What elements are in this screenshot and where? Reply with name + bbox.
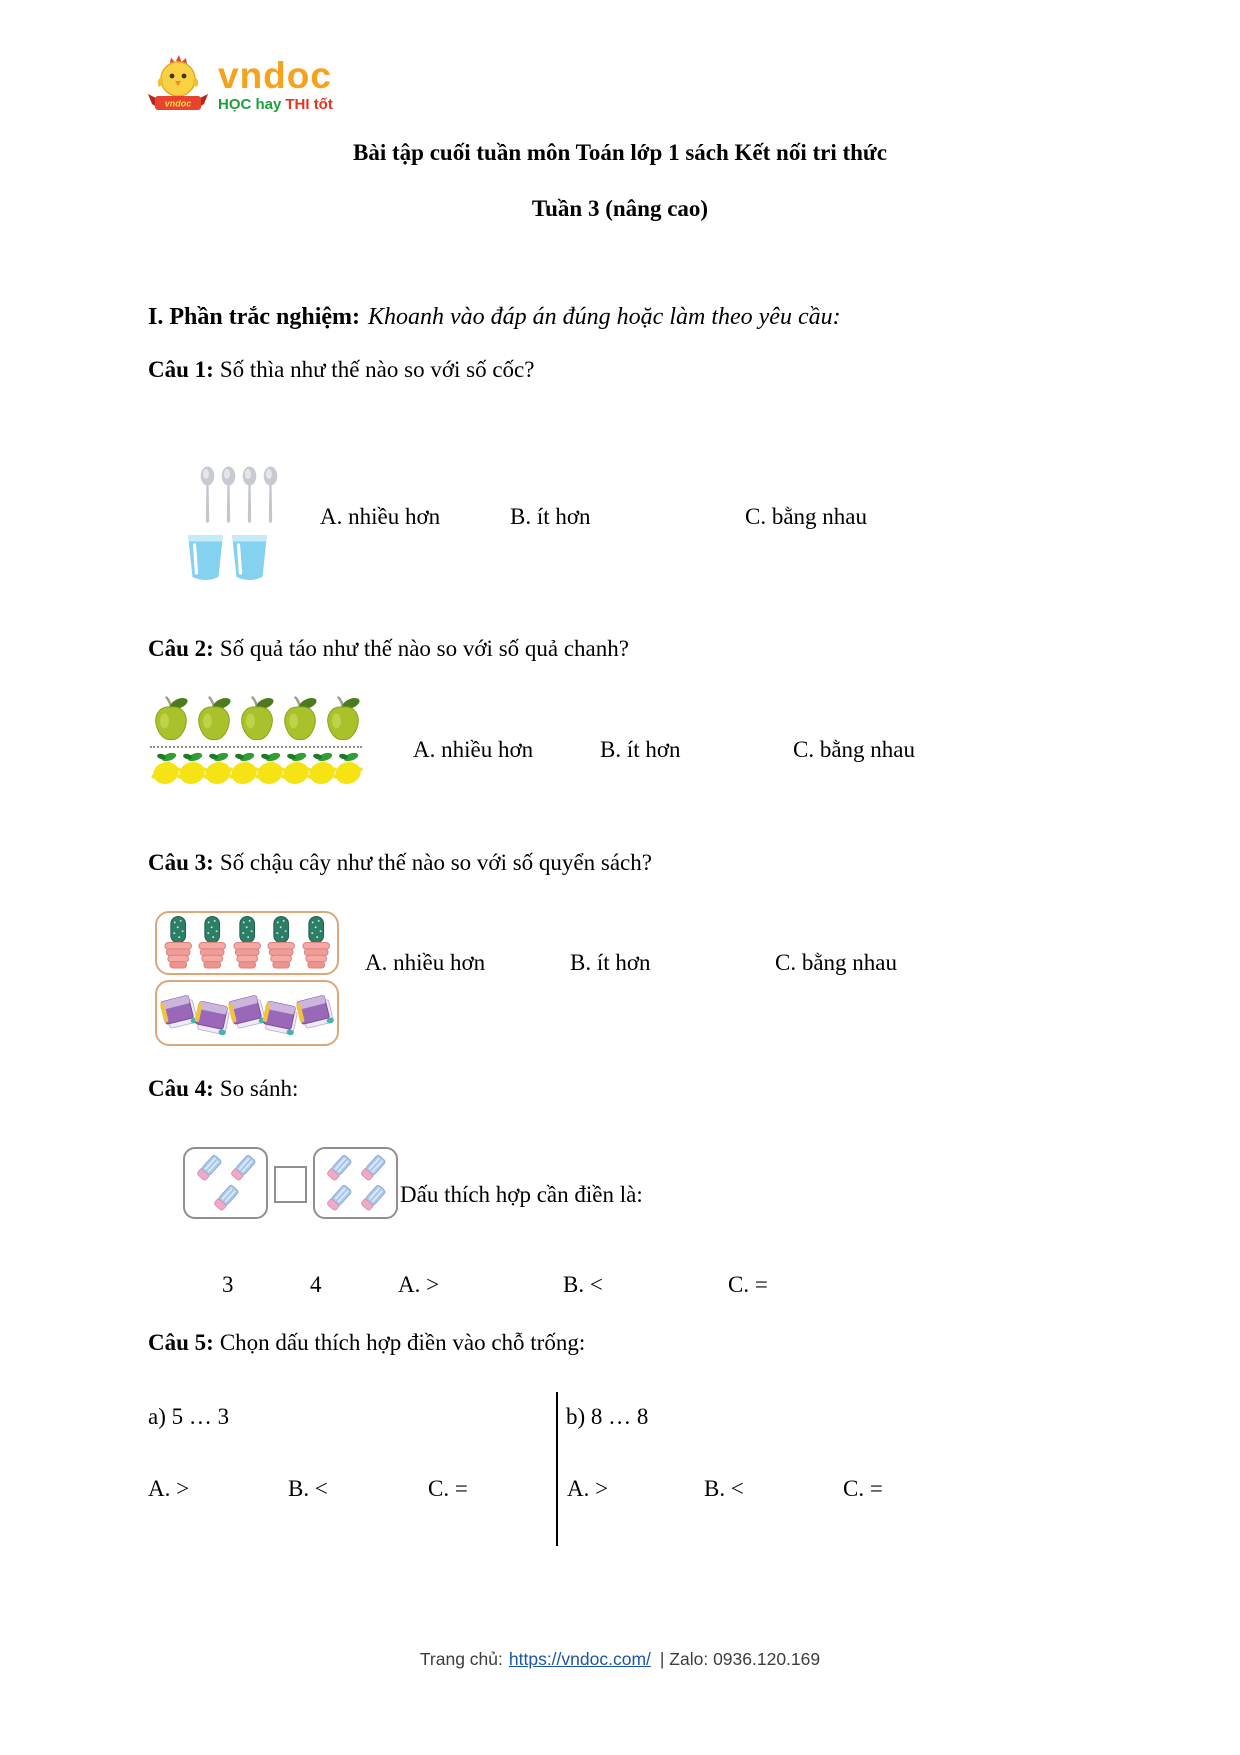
section-instruction: Khoanh vào đáp án đúng hoặc làm theo yêu cầu: [368, 304, 841, 330]
question-2 [148, 636, 629, 662]
logo-brand-text: vndoc [218, 55, 332, 96]
vndoc-mascot-icon [146, 54, 210, 118]
question-4-label: Câu 4: [148, 1076, 214, 1101]
cactus-pot-icon [299, 914, 333, 970]
cactus-pot-icon [161, 914, 195, 970]
q1-option-b: B. ít hơn [510, 504, 591, 529]
page-subtitle: Tuần 3 (nâng cao) [531, 196, 709, 221]
footer-homepage-label: Trang chủ: [419, 1649, 503, 1669]
q5a-option-a: A. > [148, 1476, 190, 1501]
apple-icon [279, 694, 321, 742]
eraser-icon [359, 1153, 387, 1183]
mascot-banner-text: vndoc [164, 98, 192, 109]
lemons-figure [150, 750, 368, 788]
q4-prompt: Dấu thích hợp cần điền là: [400, 1182, 643, 1207]
apple-icon [150, 694, 192, 742]
spoon-icon [200, 466, 215, 526]
cactus-pot-icon [195, 914, 229, 970]
q5a-expression: a) 5 … 3 [148, 1404, 230, 1429]
q5b-option-a: A. > [567, 1476, 609, 1501]
apples-figure [150, 694, 368, 742]
q5b-option-b: B. < [704, 1476, 744, 1501]
eraser-icon [325, 1153, 353, 1183]
eraser-icon [359, 1183, 387, 1213]
eraser-icon [212, 1183, 240, 1213]
question-3-text: Số chậu cây như thế nào so với số quyển sách? [219, 850, 652, 875]
question-4 [148, 1076, 298, 1102]
q5a-option-b: B. < [288, 1476, 328, 1501]
apple-icon [236, 694, 278, 742]
eraser-icon [325, 1183, 353, 1213]
apple-icon [193, 694, 235, 742]
question-4-text: So sánh: [219, 1076, 299, 1101]
q4-option-a: A. > [398, 1272, 440, 1297]
footer [0, 1649, 1240, 1670]
footer-zalo: | Zalo: 0936.120.169 [659, 1649, 821, 1669]
page-title: Bài tập cuối tuần môn Toán lớp 1 sách Kết nối tri thức [353, 140, 887, 165]
plants-box [155, 911, 339, 975]
spoon-icon [263, 466, 278, 526]
footer-homepage-link[interactable]: https://vndoc.com/ [508, 1649, 651, 1669]
question-3-label: Câu 3: [148, 850, 214, 875]
vndoc-logo [146, 54, 333, 118]
apple-icon [322, 694, 364, 742]
question-1-label: Câu 1: [148, 357, 214, 382]
question-4-figure [183, 1147, 413, 1223]
question-5 [148, 1330, 585, 1356]
spoon-icon [221, 466, 236, 526]
logo-tagline [218, 96, 333, 113]
cup-icon [230, 533, 269, 583]
question-1-figure [186, 466, 278, 583]
q2-option-b: B. ít hơn [600, 737, 681, 762]
dotted-divider [150, 746, 362, 748]
cactus-pot-icon [264, 914, 298, 970]
q3-option-c: C. bằng nhau [775, 950, 898, 975]
lemon-icon [332, 750, 364, 788]
logo-tagline-red: THI tốt [285, 96, 333, 114]
q5b-option-c: C. = [843, 1476, 883, 1501]
q3-option-a: A. nhiều hơn [365, 950, 486, 975]
question-2-label: Câu 2: [148, 636, 214, 661]
q2-option-c: C. bằng nhau [793, 737, 916, 762]
q5b-expression: b) 8 … 8 [566, 1404, 649, 1429]
cup-icon [186, 533, 225, 583]
question-5-text: Chọn dấu thích hợp điền vào chỗ trống: [219, 1330, 586, 1355]
question-1 [148, 357, 534, 383]
question-1-text: Số thìa như thế nào so với số cốc? [219, 357, 535, 382]
column-divider [556, 1392, 558, 1546]
q1-option-a: A. nhiều hơn [320, 504, 441, 529]
erasers-box-right [313, 1147, 398, 1219]
q4-number-right: 4 [310, 1272, 322, 1297]
spoon-icon [242, 466, 257, 526]
q4-option-b: B. < [563, 1272, 603, 1297]
question-3-figure [155, 911, 339, 1046]
erasers-box-left [183, 1147, 268, 1219]
books-box [155, 980, 339, 1046]
q3-option-b: B. ít hơn [570, 950, 651, 975]
logo-tagline-green: HỌC hay [218, 96, 282, 114]
section-heading [148, 304, 841, 331]
question-3 [148, 850, 652, 876]
q2-option-a: A. nhiều hơn [413, 737, 534, 762]
question-2-text: Số quả táo như thế nào so với số quả chanh? [219, 636, 629, 661]
books-row [160, 994, 334, 1032]
question-5-label: Câu 5: [148, 1330, 214, 1355]
q4-number-left: 3 [222, 1272, 234, 1297]
eraser-icon [229, 1153, 257, 1183]
logo-text [218, 54, 333, 113]
q4-option-c: C. = [728, 1272, 768, 1297]
q5a-option-c: C. = [428, 1476, 468, 1501]
question-2-figure [150, 694, 368, 788]
q1-option-c: C. bằng nhau [745, 504, 868, 529]
book-icon [292, 990, 338, 1036]
cups-figure [186, 533, 278, 583]
eraser-icon [195, 1153, 223, 1183]
section-heading-label: I. Phần trắc nghiệm: [148, 304, 360, 330]
answer-box [274, 1166, 307, 1203]
spoons-figure [200, 466, 278, 526]
cactus-pot-icon [230, 914, 264, 970]
